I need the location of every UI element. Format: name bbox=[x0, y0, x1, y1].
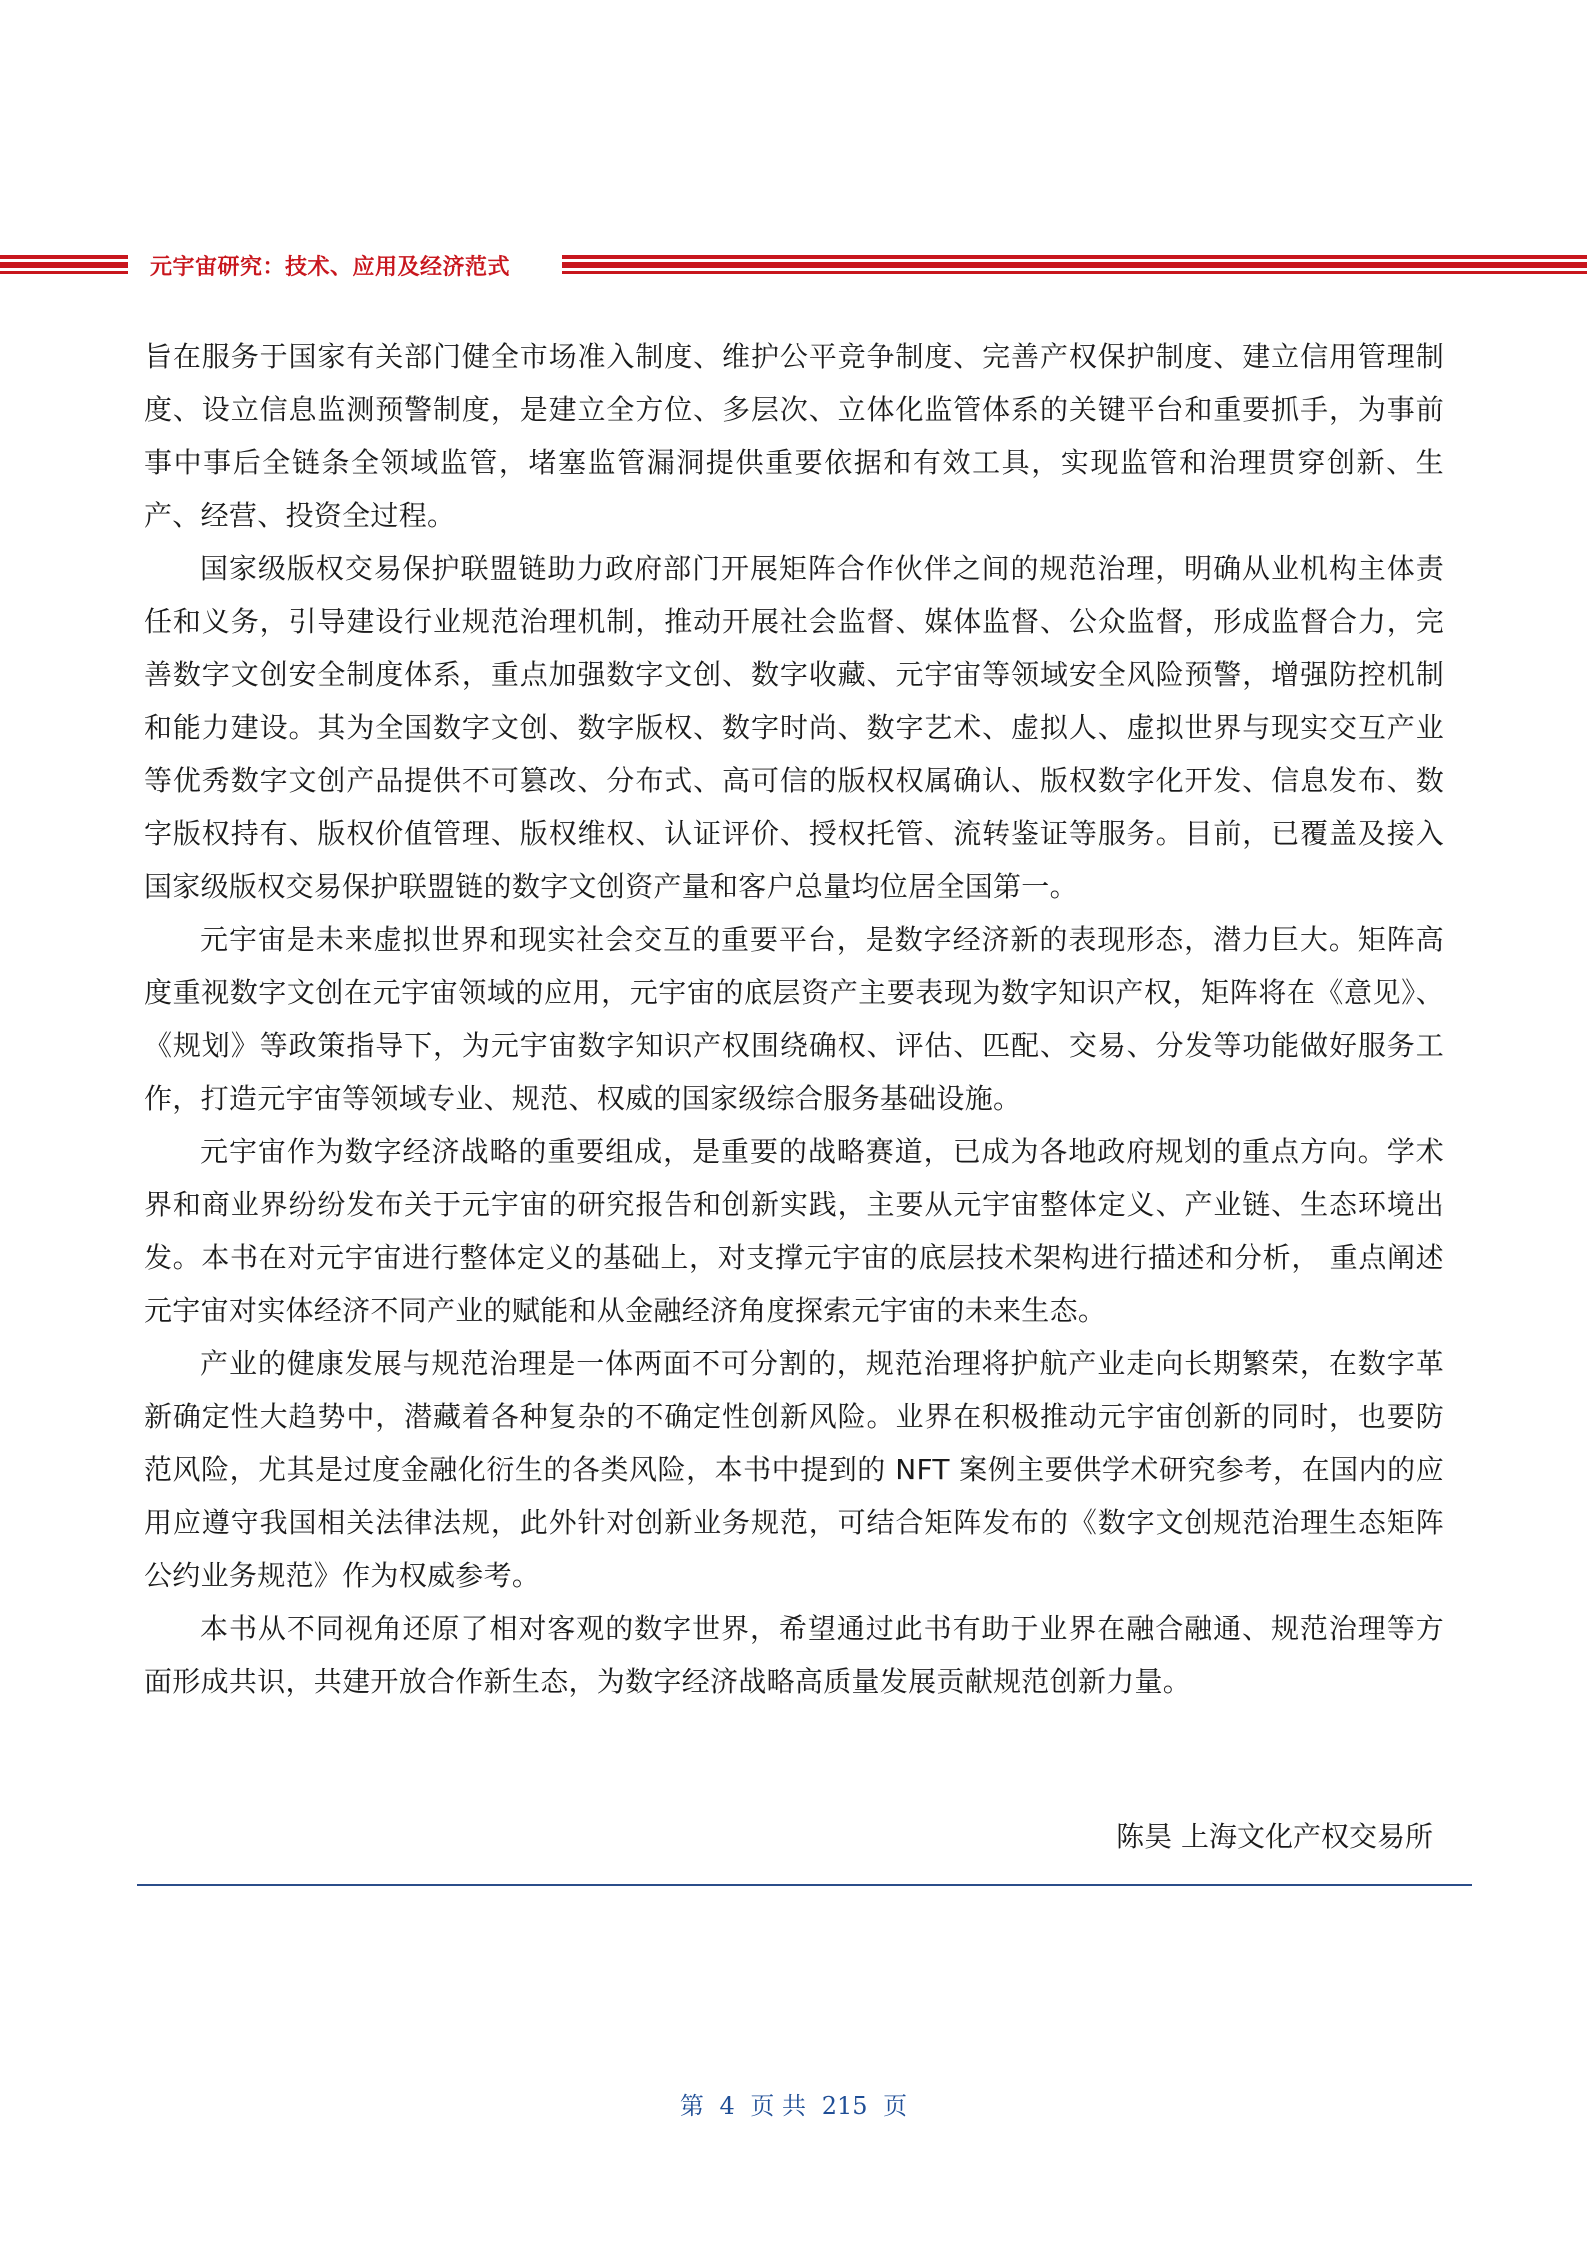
paragraph-continued: 旨在服务于国家有关部门健全市场准入制度、维护公平竞争制度、完善产权保护制度、建立信用管理制度、设立信息监测预警制度，是建立全方位、多层次、立体化监管体系的关键平台和重要抓手，为事前事中事后全链条全领域监管，堵塞监管漏洞提供重要依据和有效工具，实现监管和治理贯穿创新、生产、经营、投资全过程。 bbox=[144, 340, 1444, 532]
paragraph: 元宇宙是未来虚拟世界和现实社会交互的重要平台，是数字经济新的表现形态，潜力巨大。矩阵高度重视数字文创在元宇宙领域的应用，元宇宙的底层资产主要表现为数字知识产权，矩阵将在《意见》、《规划》等政策指导下，为元宇宙数字知识产权围绕确权、评估、匹配、交易、分发等功能做好服务工作，打造元宇宙等领域专业、规范、权威的国家级综合服务基础设施。 bbox=[144, 923, 1444, 1115]
paragraph: 产业的健康发展与规范治理是一体两面不可分割的，规范治理将护航产业走向长期繁荣，在数字革新确定性大趋势中，潜藏着各种复杂的不确定性创新风险。业界在积极推动元宇宙创新的同时，也要防范风险，尤其是过度金融化衍生的各类风险，本书中提到的 NFT 案例主要供学术研究参考，在国内的应用应遵守我国相关法律法规，此外针对创新业务规范，可结合矩阵发布的《数字文创规范治理生态矩阵公约业务规范》作为权威参考。 bbox=[144, 1347, 1444, 1592]
footer-suffix: 页 bbox=[883, 2092, 908, 2120]
footer-prefix: 第 bbox=[679, 2092, 704, 2120]
current-page-number: 4 bbox=[719, 2092, 735, 2120]
section-divider bbox=[137, 1884, 1472, 1886]
paragraph: 元宇宙作为数字经济战略的重要组成，是重要的战略赛道，已成为各地政府规划的重点方向。学术界和商业界纷纷发布关于元宇宙的研究报告和创新实践，主要从元宇宙整体定义、产业链、生态环境出发。本书在对元宇宙进行整体定义的基础上，对支撑元宇宙的底层技术架构进行描述和分析， 重点阐述元宇宙对实体经济不同产业的赋能和从金融经济角度探索元宇宙的未来生态。 bbox=[144, 1135, 1444, 1327]
paragraph: 本书从不同视角还原了相对客观的数字世界，希望通过此书有助于业界在融合融通、规范治理等方面形成共识，共建开放合作新生态，为数字经济战略高质量发展贡献规范创新力量。 bbox=[144, 1612, 1444, 1698]
header-stripes-right bbox=[562, 255, 1587, 275]
paragraph: 国家级版权交易保护联盟链助力政府部门开展矩阵合作伙伴之间的规范治理，明确从业机构主体责任和义务，引导建设行业规范治理机制，推动开展社会监督、媒体监督、公众监督，形成监督合力，完善数字文创安全制度体系，重点加强数字文创、数字收藏、元宇宙等领域安全风险预警，增强防控机制和能力建设。其为全国数字文创、数字版权、数字时尚、数字艺术、虚拟人、虚拟世界与现实交互产业等优秀数字文创产品提供不可篡改、分布式、高可信的版权权属确认、版权数字化开发、信息发布、数字版权持有、版权价值管理、版权维权、认证评价、授权托管、流转鉴证等服务。目前，已覆盖及接入国家级版权交易保护联盟链的数字文创资产量和客户总量均位居全国第一。 bbox=[144, 552, 1444, 903]
footer-middle: 页 共 bbox=[750, 2092, 807, 2120]
body-text bbox=[144, 330, 1444, 1708]
header-stripes-left bbox=[0, 255, 128, 275]
total-page-count: 215 bbox=[821, 2092, 868, 2120]
page-footer bbox=[0, 2086, 1587, 2121]
author-signature: 陈昊 上海文化产权交易所 bbox=[1116, 1820, 1433, 1853]
page-header bbox=[0, 252, 1587, 278]
running-header-title: 元宇宙研究：技术、应用及经济范式 bbox=[150, 255, 511, 280]
